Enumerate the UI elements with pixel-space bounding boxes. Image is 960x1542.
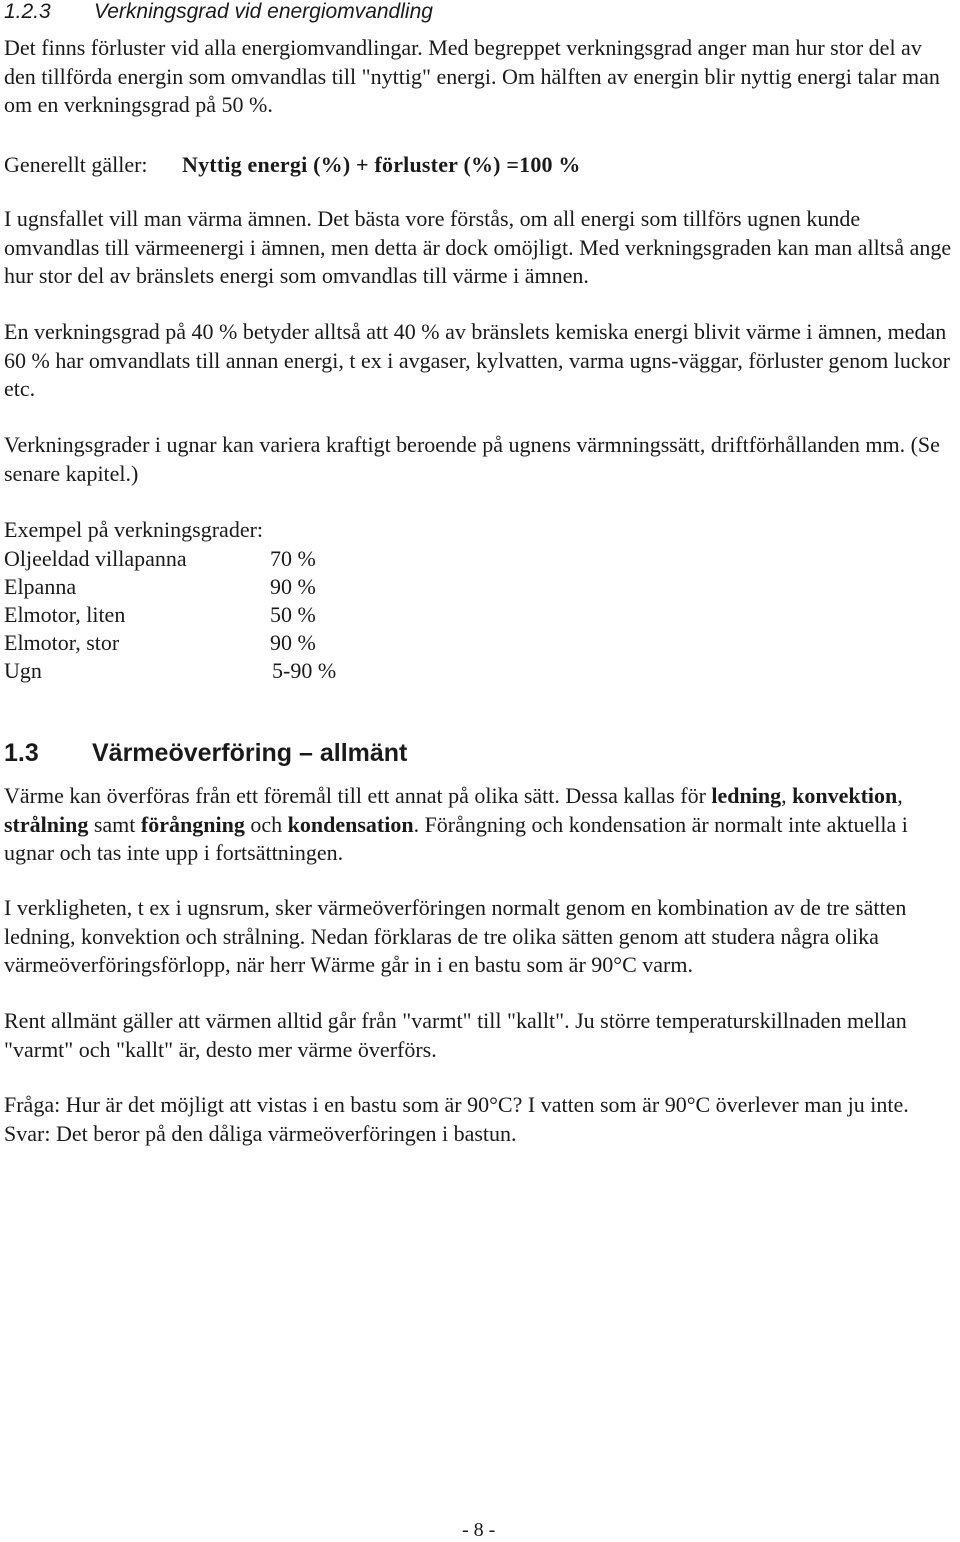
row-value: 90 % [270, 630, 316, 655]
text: och [244, 811, 288, 837]
row-value: 5-90 % [272, 658, 337, 683]
term-ledning: ledning [711, 783, 782, 808]
term-forangning: förångning [140, 811, 245, 837]
paragraph-variation: Verkningsgrader i ugnar kan variera kraftigt beroende på ugnens värmningssätt, driftförhållanden mm. (Se senare kapitel.) [4, 432, 940, 486]
efficiency-examples-table [4, 545, 336, 685]
row-value: 70 % [270, 546, 316, 571]
row-value: 90 % [270, 574, 316, 599]
text: samt [88, 811, 141, 837]
formula-label: Generellt gäller: [4, 152, 148, 177]
table-row [4, 601, 336, 629]
section-title: Verkningsgrad vid energiomvandling [94, 0, 433, 23]
table-row [4, 573, 336, 601]
text: . Förångning och kondensation är normalt inte aktuella i ugnar och tas inte upp i fortsättningen. [4, 811, 908, 865]
section-heading-1-3 [4, 738, 407, 768]
term-stralning: strålning [4, 811, 89, 837]
formula-expression: Nyttig energi (%) + förluster (%) =100 % [182, 152, 581, 177]
paragraph-heat-transfer-modes [4, 782, 952, 868]
section-number: 1.2.3 [4, 0, 51, 23]
paragraph-furnace-case: I ugnsfallet vill man värma ämnen. Det bästa vore förstås, om all energi som tillförs ugnen kunde omvandlas till värmeenergi i ämnen, men detta är dock omöjligt. Med verkningsgraden kan man alltså ange hur stor del av bränslets energi som omvandlas till värme i ämnen. [4, 206, 952, 288]
term-konvektion: konvektion [792, 783, 898, 808]
row-name: Elmotor, liten [4, 602, 126, 627]
section-heading-1-2-3 [4, 0, 433, 24]
examples-heading: Exempel på verkningsgrader: [4, 517, 264, 542]
efficiency-formula [4, 151, 581, 180]
section-number: 1.3 [4, 739, 39, 767]
paragraph-warm-to-cold: Rent allmänt gäller att värmen alltid går från "varmt" till "kallt". Ju större temperaturskillnaden mellan "varmt" och "kallt" är, desto mer värme överförs. [4, 1008, 907, 1062]
table-row [4, 629, 336, 657]
text: , [781, 783, 793, 808]
row-name: Oljeeldad villapanna [4, 546, 187, 571]
section-title: Värmeöverföring – allmänt [92, 739, 408, 767]
table-row [4, 657, 336, 685]
row-name: Ugn [4, 658, 42, 683]
page-number: - 8 - [462, 1519, 496, 1541]
term-kondensation: kondensation [287, 811, 414, 837]
table-row [4, 545, 336, 573]
row-value: 50 % [270, 602, 316, 627]
text: , [897, 783, 903, 808]
text: Värme kan överföras från ett föremål till ett annat på olika sätt. Dessa kallas för [4, 783, 712, 808]
paragraph-reality: I verkligheten, t ex i ugnsrum, sker värmeöverföringen normalt genom en kombination av de tre sätten ledning, konvektion och strålning. Nedan förklaras de tre olika sätten genom att studera några olika värmeöverföringsförlopp, när herr Wärme går in i en bastu som är 90°C varm. [4, 895, 907, 977]
paragraph-40-percent: En verkningsgrad på 40 % betyder alltså att 40 % av bränslets kemiska energi blivit värme i ämnen, medan 60 % har omvandlats till annan energi, t ex i avgaser, kylvatten, varma ugns-väggar, förluster genom luckor etc. [4, 319, 950, 401]
paragraph-efficiency-intro: Det finns förluster vid alla energiomvandlingar. Med begreppet verkningsgrad anger man hur stor del av den tillförda energin som omvandlas till "nyttig" energi. Om hälften av energin blir nyttig energi talar man om en verkningsgrad på 50 %. [4, 35, 940, 117]
row-name: Elpanna [4, 574, 77, 599]
paragraph-question: Fråga: Hur är det möjligt att vistas i en bastu som är 90°C? I vatten som är 90°C överlever man ju inte. Svar: Det beror på den dåliga värmeöverföringen i bastun. [4, 1092, 909, 1146]
row-name: Elmotor, stor [4, 630, 120, 655]
